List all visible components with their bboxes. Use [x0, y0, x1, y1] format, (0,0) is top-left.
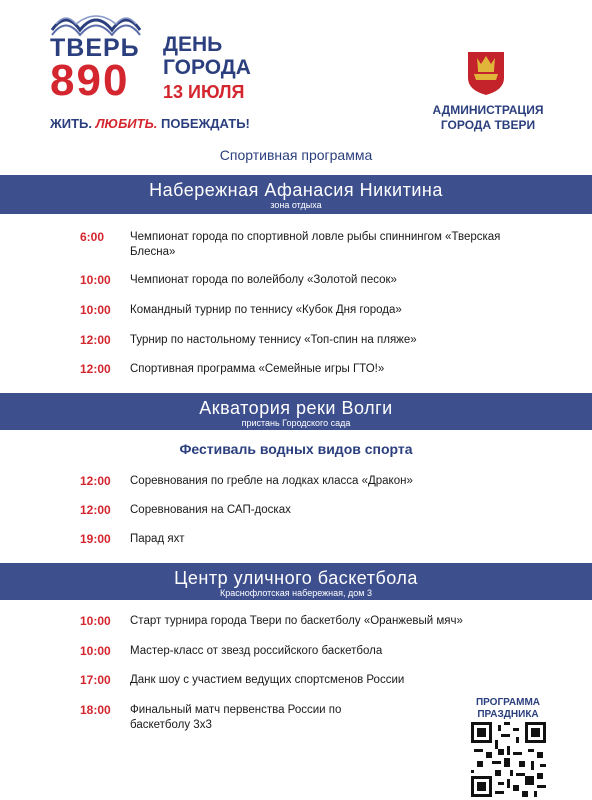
- anniversary-number: 890: [50, 56, 130, 105]
- logo-waves-icon: [50, 8, 142, 36]
- event-time: 10:00: [80, 273, 111, 287]
- city-name: ТВЕРЬ: [50, 34, 140, 62]
- slogan-part1: ЖИТЬ.: [50, 116, 92, 131]
- event-time: 10:00: [80, 303, 111, 317]
- event-time: 10:00: [80, 614, 111, 628]
- admin-line2: ГОРОДА ТВЕРИ: [440, 118, 536, 132]
- event-desc: Данк шоу с участием ведущих спортсменов России: [130, 674, 405, 686]
- event-time: 12:00: [80, 503, 111, 517]
- section-title: Набережная Афанасия Никитина: [149, 180, 443, 200]
- event-desc: Старт турнира города Твери по баскетболу «Оранжевый мяч»: [130, 615, 463, 627]
- section-header-1: [0, 175, 592, 214]
- qr-label: [458, 697, 558, 721]
- event-desc: Чемпионат города по волейболу «Золотой песок»: [130, 274, 397, 286]
- event-desc: Финальный матч первенства России по баскетболу 3х3: [130, 704, 342, 731]
- slogan-part3: ПОБЕЖДАТЬ!: [161, 116, 250, 131]
- event-time: 18:00: [80, 703, 111, 717]
- section-subtitle: Краснофлотская набережная, дом 3: [220, 588, 372, 598]
- event-time: 19:00: [80, 532, 111, 546]
- section-title: Центр уличного баскетбола: [174, 568, 418, 588]
- event-time: 12:00: [80, 333, 111, 347]
- festival-subheading: Фестиваль водных видов спорта: [179, 441, 413, 457]
- event-desc: Чемпионат города по спортивной ловле рыбы спиннингом «Тверская Блесна»: [130, 231, 501, 258]
- qr-label-line1: ПРОГРАММА: [475, 697, 541, 708]
- day-line2: ГОРОДА: [163, 56, 251, 79]
- event-time: 12:00: [80, 474, 111, 488]
- section-header-3: [0, 563, 592, 600]
- program-title: Спортивная программа: [219, 147, 373, 163]
- section-header-2: [0, 393, 592, 430]
- qr-code-icon[interactable]: [471, 722, 546, 797]
- slogan: [50, 116, 250, 131]
- event-desc: Командный турнир по теннису «Кубок Дня города»: [130, 304, 402, 316]
- qr-label-line2: ПРАЗДНИКА: [477, 709, 539, 720]
- event-time: 17:00: [80, 673, 111, 687]
- event-desc: Соревнования на САП-досках: [130, 504, 291, 516]
- section-subtitle: пристань Городского сада: [241, 418, 351, 428]
- event-desc: Мастер-класс от звезд российского баскетбола: [130, 645, 383, 657]
- day-line1: ДЕНЬ: [163, 33, 223, 56]
- section-subtitle: зона отдыха: [270, 200, 322, 210]
- administration-label: [420, 103, 556, 133]
- event-date: 13 ИЮЛЯ: [163, 82, 245, 102]
- event-desc: Парад яхт: [130, 533, 185, 545]
- city-day-title: [163, 33, 251, 79]
- section-title: Акватория реки Волги: [199, 398, 393, 418]
- coat-of-arms-icon: [466, 50, 506, 96]
- event-desc: Соревнования по гребле на лодках класса «Дракон»: [130, 475, 413, 487]
- admin-line1: АДМИНИСТРАЦИЯ: [432, 103, 544, 117]
- event-desc: Турнир по настольному теннису «Топ-спин на пляже»: [130, 334, 417, 346]
- event-desc: Спортивная программа «Семейные игры ГТО!»: [130, 363, 385, 375]
- event-time: 10:00: [80, 644, 111, 658]
- slogan-part2: ЛЮБИТЬ.: [95, 116, 158, 131]
- event-time: 12:00: [80, 362, 111, 376]
- event-time: 6:00: [80, 230, 105, 244]
